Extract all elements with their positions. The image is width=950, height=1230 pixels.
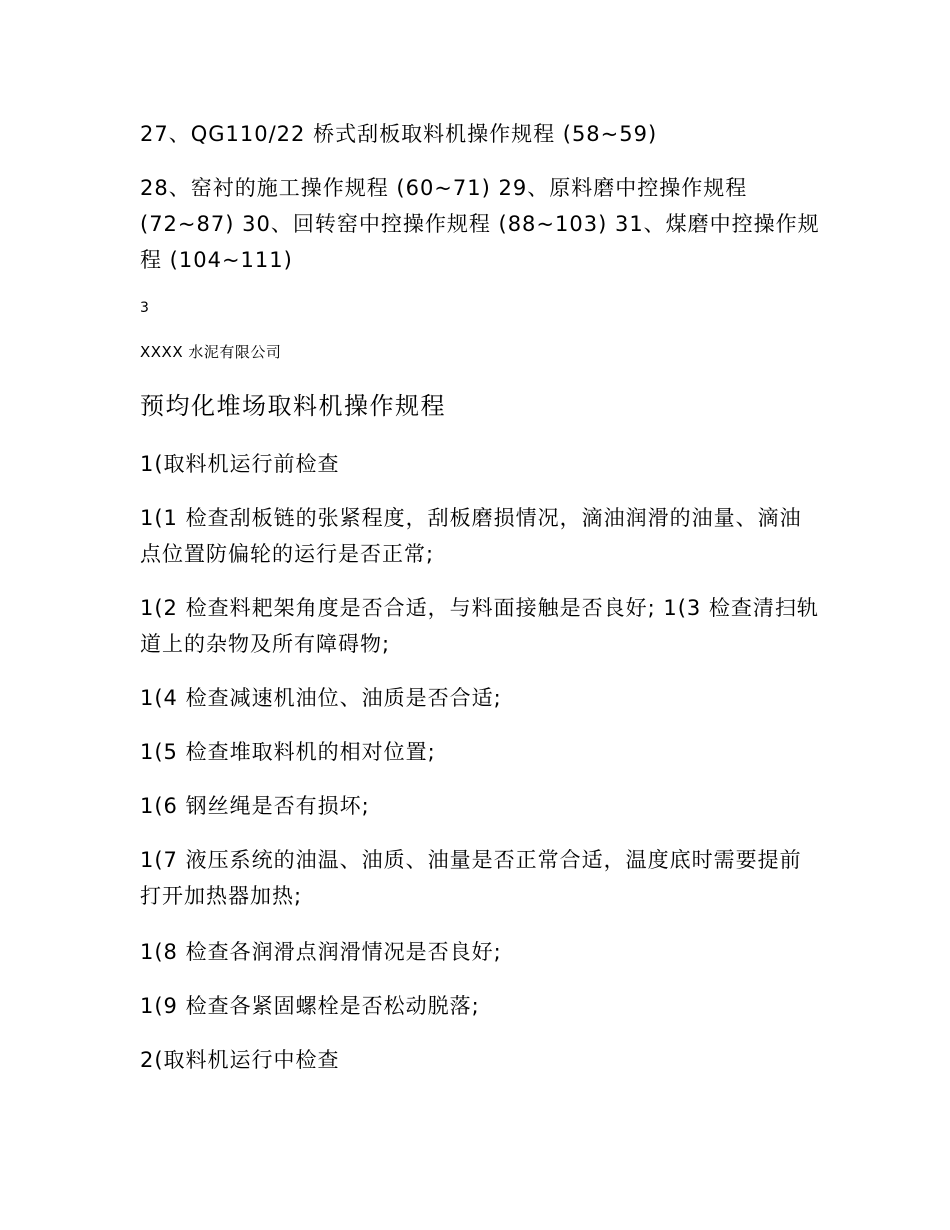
check-item-1-2-1-3: 1(2 检查料耙架角度是否合适，与料面接触是否良好; 1(3 检查清扫轨道上的杂物及所有障碍物; (140, 596, 819, 656)
check-item-1-5: 1(5 检查堆取料机的相对位置; (140, 740, 436, 764)
section-heading-1: 1(取料机运行前检查 (140, 452, 340, 476)
check-item-1-7: 1(7 液压系统的油温、油质、油量是否正常合适，温度底时需要提前打开加热器加热; (140, 848, 802, 908)
check-item-1-1: 1(1 检查刮板链的张紧程度，刮板磨损情况，滴油润滑的油量、滴油点位置防偏轮的运行是否正常; (140, 506, 802, 566)
check-item-1-6: 1(6 钢丝绳是否有损坏; (140, 794, 370, 818)
section-heading-2: 2(取料机运行中检查 (140, 1048, 340, 1072)
company-header: XXXX 水泥有限公司 (140, 343, 282, 361)
document-title: 预均化堆场取料机操作规程 (140, 392, 446, 420)
toc-line-27: 27、QG110/22 桥式刮板取料机操作规程 (58~59) (140, 122, 658, 146)
check-item-1-4: 1(4 检查减速机油位、油质是否合适; (140, 686, 502, 710)
check-item-1-9: 1(9 检查各紧固螺栓是否松动脱落; (140, 994, 480, 1018)
page-number: 3 (140, 300, 150, 316)
toc-line-28-31: 28、窑衬的施工操作规程 (60~71) 29、原料磨中控操作规程 (72~87) 30、回转窑中控操作规程 (88~103) 31、煤磨中控操作规程 (104~111) (140, 176, 820, 272)
check-item-1-8: 1(8 检查各润滑点润滑情况是否良好; (140, 940, 502, 964)
